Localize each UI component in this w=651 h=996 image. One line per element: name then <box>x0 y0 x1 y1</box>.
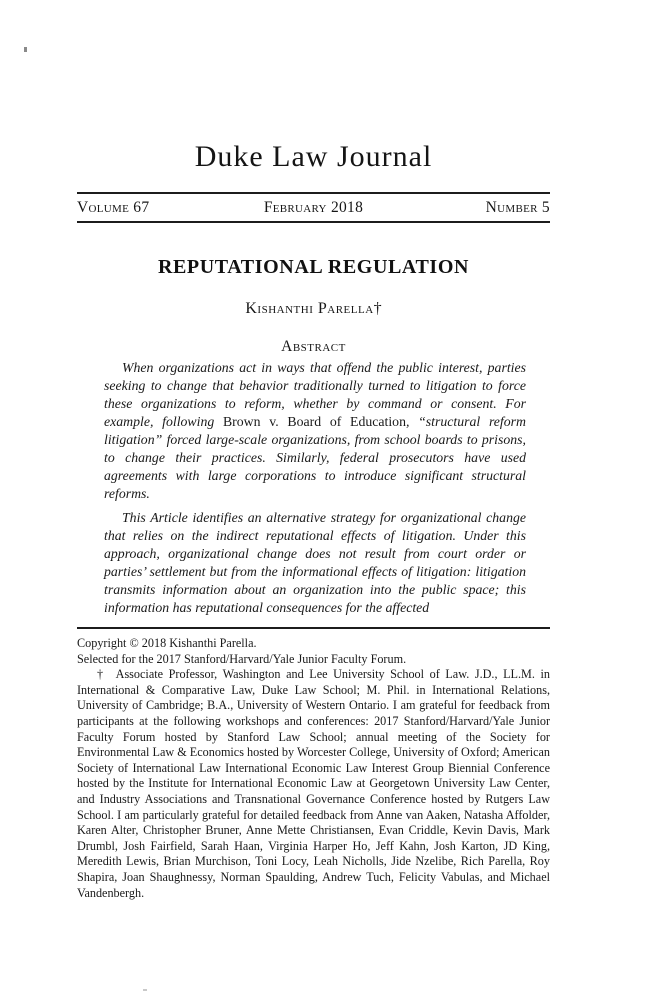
author-footnote <box>77 667 550 901</box>
scan-artifact <box>143 989 147 991</box>
article-title: REPUTATIONAL REGULATION <box>157 256 470 278</box>
abstract-heading: Abstract <box>281 338 346 355</box>
author-footnote-marker: † <box>373 300 382 317</box>
volume-label: Volume 67 <box>77 199 150 216</box>
author-name: Kishanthi Parella <box>245 300 374 317</box>
abstract-paragraph-2: This Article identifies an alternative strategy for organizational change that relies on the indirect reputational effects of litigation. Under this approach, organizational change does not result from court order or parties’ settlement but from the informational effects of litigation: litigation transmits information about an organization into the public space; this information has reputational consequences for the affected <box>104 510 526 615</box>
issue-number: Number 5 <box>485 199 550 216</box>
masthead-info-row <box>77 199 550 217</box>
abstract-paragraph-1-text: When organizations act in ways that offend the public interest, parties seeking to change that behavior traditionally turned to litigation to force these organizations to reform, whether by command or consent. For example, following <box>104 360 526 429</box>
author-line <box>77 300 550 318</box>
journal-title: Duke Law Journal <box>194 140 433 173</box>
abstract-paragraph-1-continued: , “structural reform litigation” forced large-scale organizations, from school boards to prisons, to change their practices. Similarly, federal prosecutors have used agreements with large corporations to introduce significant structural reforms. <box>104 414 526 501</box>
scan-artifact <box>24 47 27 52</box>
masthead-rule-top <box>77 192 550 194</box>
dagger-footnote-marker: † <box>97 667 106 682</box>
footnotes <box>77 636 550 901</box>
copyright-line: Copyright © 2018 Kishanthi Parella. <box>77 636 257 650</box>
abstract-section <box>104 359 526 617</box>
case-name-citation: Brown v. Board of Education <box>222 414 406 429</box>
footnote-separator-rule <box>77 627 550 629</box>
selection-line: Selected for the 2017 Stanford/Harvard/Yale Junior Faculty Forum. <box>77 651 407 666</box>
issue-date: February 2018 <box>263 199 364 216</box>
abstract-paragraph-1 <box>104 359 526 503</box>
author-footnote-text: Associate Professor, Washington and Lee University School of Law. J.D., LL.M. in International & Comparative Law, Duke Law School; M. Phil. in International Relations, University of Cambridge; B.A., University of Western Ontario. I am grateful for feedback from participants at the following workshops and conferences: 2017 Stanford/Harvard/Yale Junior Faculty Forum hosted by Stanford Law School; annual meeting of the Society for Environmental Law & Economics hosted by Worcester College, University of Oxford; American Society of International Law International Economic Law Interest Group Biennial Conference hosted by the Institute for International Economic Law at Georgetown University Law Center, and Industry Associations and Transnational Governance Conference hosted by Rutgers Law School. I am particularly grateful for detailed feedback from Anne van Aaken, Natasha Affolder, Karen Alter, Christopher Bruner, Anne Mette Christiansen, Evan Criddle, Kevin Davis, Mark Drumbl, Josh Fairfield, Sarah Haan, Virginia Harper Ho, Jeff Kahn, Josh Karton, JD King, Meredith Lewis, Brian Murchison, Toni Locy, Leah Nicholls, Jide Nzelibe, Rich Parella, Roy Shapira, Joan Shaughnessy, Norman Spaulding, Andrew Tuch, Felicity Vabulas, and Michael Vandenbergh. <box>77 667 551 900</box>
masthead-rule-bottom <box>77 221 550 223</box>
